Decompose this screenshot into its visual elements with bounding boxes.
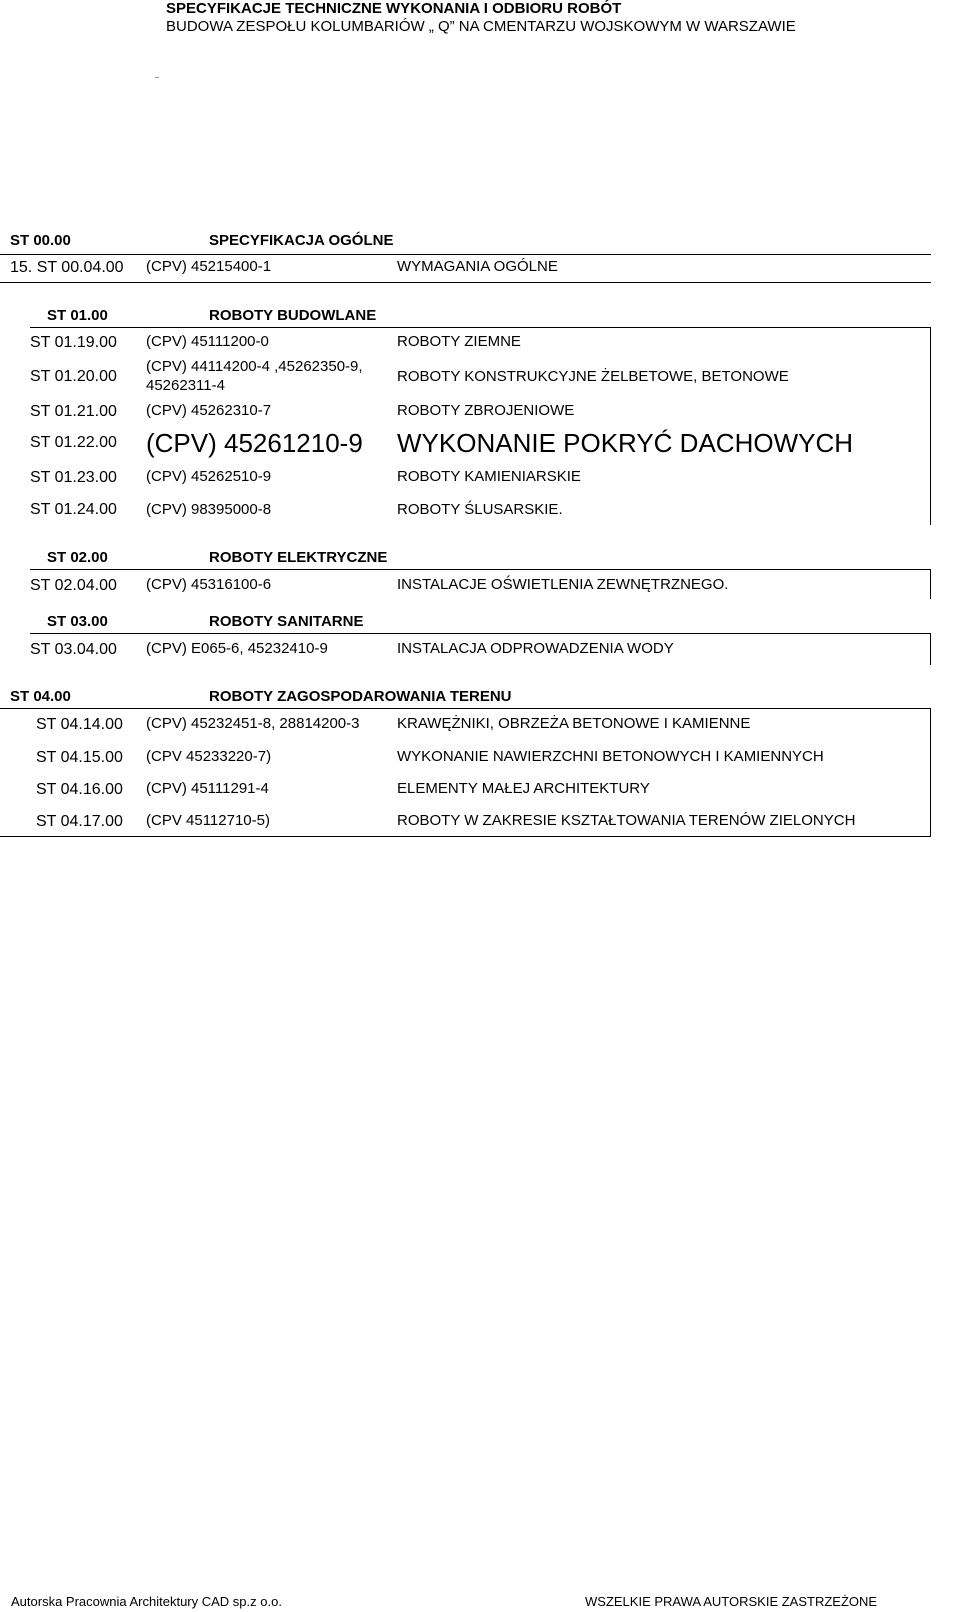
section-title: ROBOTY SANITARNE [209, 613, 364, 630]
section-code: ST 01.00 [47, 307, 108, 324]
cpv-code: (CPV 45112710-5) [146, 812, 270, 829]
cpv-code: (CPV) 45261210-9 [146, 428, 363, 458]
section-code: ST 03.00 [47, 613, 108, 630]
cpv-code-text: (CPV) 45215400-1 [146, 258, 272, 275]
cpv-code: (CPV) 44114200-4 ,45262350-9, [146, 358, 363, 375]
document-subtitle: BUDOWA ZESPOŁU KOLUMBARIÓW „ Q” NA CMENTARZU WOJSKOWYM W WARSZAWIE [166, 18, 796, 35]
document-title: SPECYFIKACJE TECHNICZNE WYKONANIA I ODBIORU ROBÓT [166, 0, 622, 17]
spec-name: ROBOTY KONSTRUKCYJNE ŻELBETOWE, BETONOWE [397, 368, 789, 385]
section-title: ROBOTY ZAGOSPODAROWANIA TERENU [209, 688, 512, 705]
spec-name: INSTALACJE OŚWIETLENIA ZEWNĘTRZNEGO. [397, 576, 729, 593]
spec-name: INSTALACJA ODPROWADZENIA WODY [397, 640, 674, 657]
divider [0, 282, 931, 283]
spec-number: ST 01.20.00 [30, 368, 117, 385]
spec-number: ST 04.14.00 [36, 716, 123, 733]
section-code: ST 00.00 [10, 232, 71, 249]
footer-copyright: WSZELKIE PRAWA AUTORSKIE ZASTRZEŻONE [585, 1594, 878, 1609]
cpv-code: (CPV 45233220-7) [146, 748, 272, 765]
section-title: SPECYFIKACJA OGÓLNE [209, 232, 394, 249]
spec-number: ST 01.22.00 [30, 434, 117, 451]
cpv-code: (CPV) 45232451-8, 28814200-3 [146, 715, 360, 732]
spec-number: 15. ST 00.04.00 [10, 259, 124, 276]
divider [30, 633, 931, 634]
spec-number: ST 03.04.00 [30, 641, 117, 658]
table-border [930, 633, 931, 665]
spec-name: ROBOTY ZIEMNE [397, 333, 521, 350]
cpv-code [146, 258, 271, 276]
spec-number: ST 01.19.00 [30, 334, 117, 351]
spec-number: ST 01.23.00 [30, 469, 117, 486]
spec-name: WYKONANIE POKRYĆ DACHOWYCH [397, 428, 854, 458]
cpv-code: (CPV) 45262310-7 [146, 402, 272, 419]
cpv-code: (CPV) 45316100-6 [146, 576, 272, 593]
section-code: ST 04.00 [10, 688, 71, 705]
spec-name: ROBOTY KAMIENIARSKIE [397, 468, 581, 485]
table-border [930, 327, 931, 525]
table-border [930, 569, 931, 599]
spec-number: ST 04.16.00 [36, 781, 123, 798]
cpv-code: (CPV) E065-6, 45232410-9 [146, 640, 328, 657]
spec-number: ST 02.04.00 [30, 577, 117, 594]
spec-name: WYMAGANIA OGÓLNE [397, 258, 558, 275]
spec-name: KRAWĘŻNIKI, OBRZEŻA BETONOWE I KAMIENNE [397, 715, 751, 732]
spec-name: WYKONANIE NAWIERZCHNI BETONOWYCH I KAMIENNYCH [397, 748, 824, 765]
spec-number: ST 04.17.00 [36, 813, 123, 830]
divider [30, 327, 931, 328]
table-border [930, 708, 931, 836]
section-title: ROBOTY ELEKTRYCZNE [209, 549, 388, 566]
spec-name: ELEMENTY MAŁEJ ARCHITEKTURY [397, 780, 650, 797]
divider [0, 708, 931, 709]
spec-number: ST 04.15.00 [36, 749, 123, 766]
spec-name: ROBOTY ZBROJENIOWE [397, 402, 575, 419]
cpv-code-continued: 45262311-4 [146, 377, 225, 394]
spec-number: ST 01.21.00 [30, 403, 117, 420]
spec-name: ROBOTY W ZAKRESIE KSZTAŁTOWANIA TERENÓW ZIELONYCH [397, 812, 856, 829]
divider [30, 569, 931, 570]
spec-number: ST 01.24.00 [30, 501, 117, 518]
section-title: ROBOTY BUDOWLANE [209, 307, 377, 324]
divider [0, 254, 931, 255]
cpv-code: (CPV) 45111291-4 [146, 780, 269, 797]
cpv-code: (CPV) 98395000-8 [146, 501, 272, 518]
header-rule [155, 77, 159, 78]
spec-name: ROBOTY ŚLUSARSKIE. [397, 501, 563, 518]
footer-company: Autorska Pracownia Architektury CAD sp.z o.o. [11, 1594, 282, 1609]
divider [0, 836, 931, 837]
cpv-code: (CPV) 45262510-9 [146, 468, 272, 485]
section-code: ST 02.00 [47, 549, 108, 566]
cpv-code: (CPV) 45111200-0 [146, 333, 269, 350]
